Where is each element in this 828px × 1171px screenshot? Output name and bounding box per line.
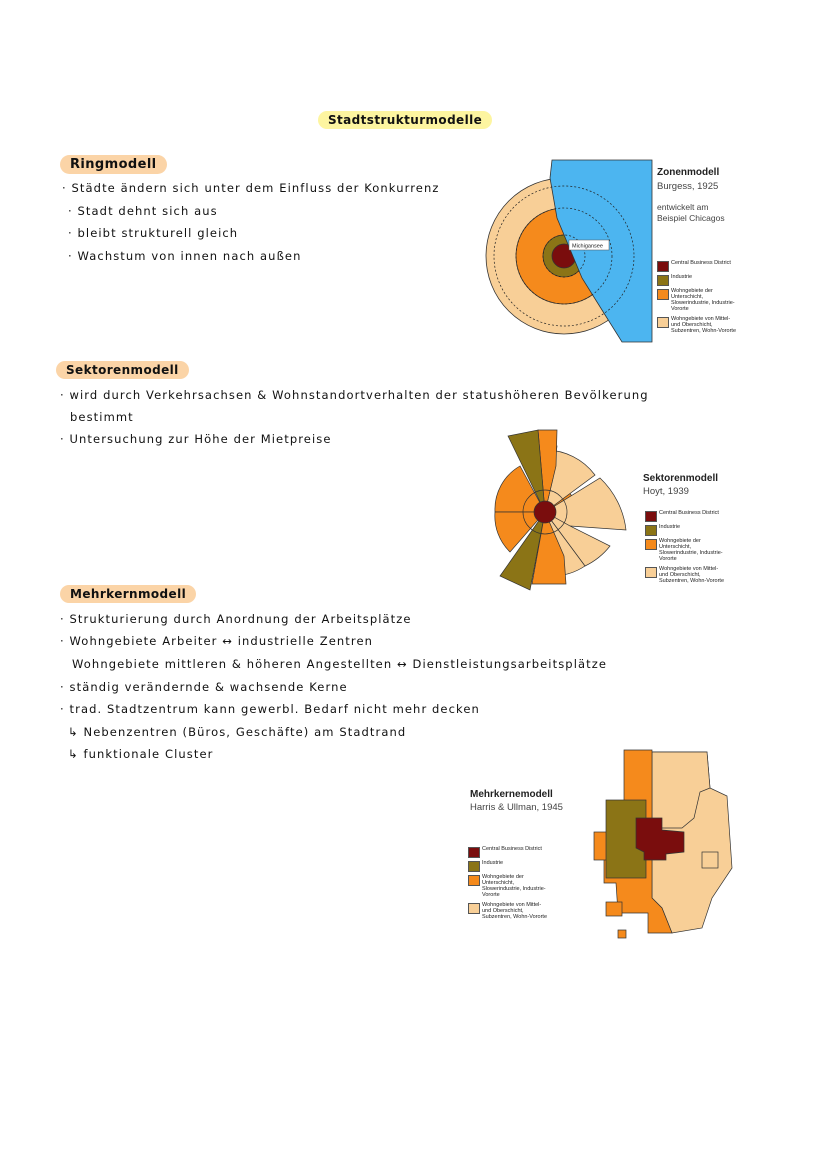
sektor-line-1: · wird durch Verkehrsachsen & Wohnstandortverhalten der statushöheren Bevölkerung <box>60 388 649 402</box>
legend-mittelschicht: Wohngebiete von Mittel- und Oberschicht, Subzentren, Wohn-Vororte <box>482 902 548 920</box>
mehrkern-line-1: · Strukturierung durch Anordnung der Arbeitsplätze <box>60 612 412 626</box>
sektor-heading: Sektorenmodell <box>56 361 189 379</box>
legend-swatch-mittelschicht <box>657 317 669 328</box>
zonenmodell-sub: Burgess, 1925 <box>657 181 719 192</box>
mehrkernmodell-title: Mehrkernemodell <box>470 789 553 800</box>
mehrkern-line-3: Wohngebiete mittleren & höheren Angestellten ↔ Dienstleistungsarbeitsplätze <box>72 657 608 671</box>
sektor-line-2: bestimmt <box>70 410 134 424</box>
legend-mittelschicht: Wohngebiete von Mittel- und Oberschicht, Subzentren, Wohn-Vororte <box>659 566 725 584</box>
sektorenmodell-diagram <box>490 426 632 596</box>
mehrkern-line-5: · trad. Stadtzentrum kann gewerbl. Bedarf nicht mehr decken <box>60 702 480 716</box>
legend-swatch-unterschicht <box>468 875 480 886</box>
legend-swatch-industrie <box>645 525 657 536</box>
ring-line-4: · Wachstum von innen nach außen <box>68 249 302 263</box>
legend-cbd: Central Business District <box>671 260 731 266</box>
legend-industrie: Industrie <box>482 860 504 866</box>
lake-label: Michigansee <box>572 243 603 250</box>
ring-line-3: · bleibt strukturell gleich <box>68 226 239 240</box>
zonenmodell-title: Zonenmodell <box>657 167 720 178</box>
ring-line-1: · Städte ändern sich unter dem Einfluss der Konkurrenz <box>62 181 440 195</box>
legend-unterschicht: Wohngebiete der Unterschicht, Slowerindustrie, Industrie-Vororte <box>482 874 546 898</box>
legend-swatch-mittelschicht <box>645 567 657 578</box>
zonenmodell-note-2: Beispiel Chicagos <box>657 213 725 223</box>
mehrkern-heading: Mehrkernmodell <box>60 585 196 603</box>
mehrkern-line-7: ↳ funktionale Cluster <box>68 747 214 761</box>
legend-mittelschicht: Wohngebiete von Mittel- und Oberschicht, Subzentren, Wohn-Vororte <box>671 316 737 334</box>
legend-swatch-cbd <box>468 847 480 858</box>
sektorenmodell-title: Sektorenmodell <box>643 473 719 484</box>
mehrkern-line-2: · Wohngebiete Arbeiter ↔ industrielle Zentren <box>60 634 374 648</box>
sektorenmodell-legend <box>645 510 725 588</box>
mehrkern-line-4: · ständig verändernde & wachsende Kerne <box>60 680 348 694</box>
mehrkernmodell-sub: Harris & Ullman, 1945 <box>470 802 563 813</box>
sektor-cbd <box>534 501 556 523</box>
ring-line-2: · Stadt dehnt sich aus <box>68 204 218 218</box>
legend-industrie: Industrie <box>671 274 693 280</box>
legend-swatch-cbd <box>645 511 657 522</box>
zonenmodell-note-1: entwickelt am <box>657 202 709 212</box>
mehrkernmodell-legend <box>468 846 548 924</box>
ring-heading: Ringmodell <box>60 155 167 174</box>
mehrkern-line-6: ↳ Nebenzentren (Büros, Geschäfte) am Stadtrand <box>68 725 407 739</box>
legend-swatch-cbd <box>657 261 669 272</box>
zonenmodell-diagram <box>482 158 654 346</box>
legend-industrie: Industrie <box>659 524 681 530</box>
legend-cbd: Central Business District <box>659 510 719 516</box>
legend-swatch-industrie <box>657 275 669 286</box>
legend-swatch-unterschicht <box>657 289 669 300</box>
legend-cbd: Central Business District <box>482 846 542 852</box>
zonenmodell-legend <box>657 260 737 338</box>
legend-unterschicht: Wohngebiete der Unterschicht, Slowerindustrie, Industrie-Vororte <box>671 288 735 312</box>
mehrkernmodell-diagram <box>582 748 742 942</box>
legend-unterschicht: Wohngebiete der Unterschicht, Slowerindustrie, Industrie-Vororte <box>659 538 723 562</box>
sektorenmodell-sub: Hoyt, 1939 <box>643 486 689 497</box>
legend-swatch-mittelschicht <box>468 903 480 914</box>
legend-swatch-unterschicht <box>645 539 657 550</box>
legend-swatch-industrie <box>468 861 480 872</box>
page-title: Stadtstrukturmodelle <box>318 111 492 129</box>
sektor-line-3: · Untersuchung zur Höhe der Mietpreise <box>60 432 332 446</box>
